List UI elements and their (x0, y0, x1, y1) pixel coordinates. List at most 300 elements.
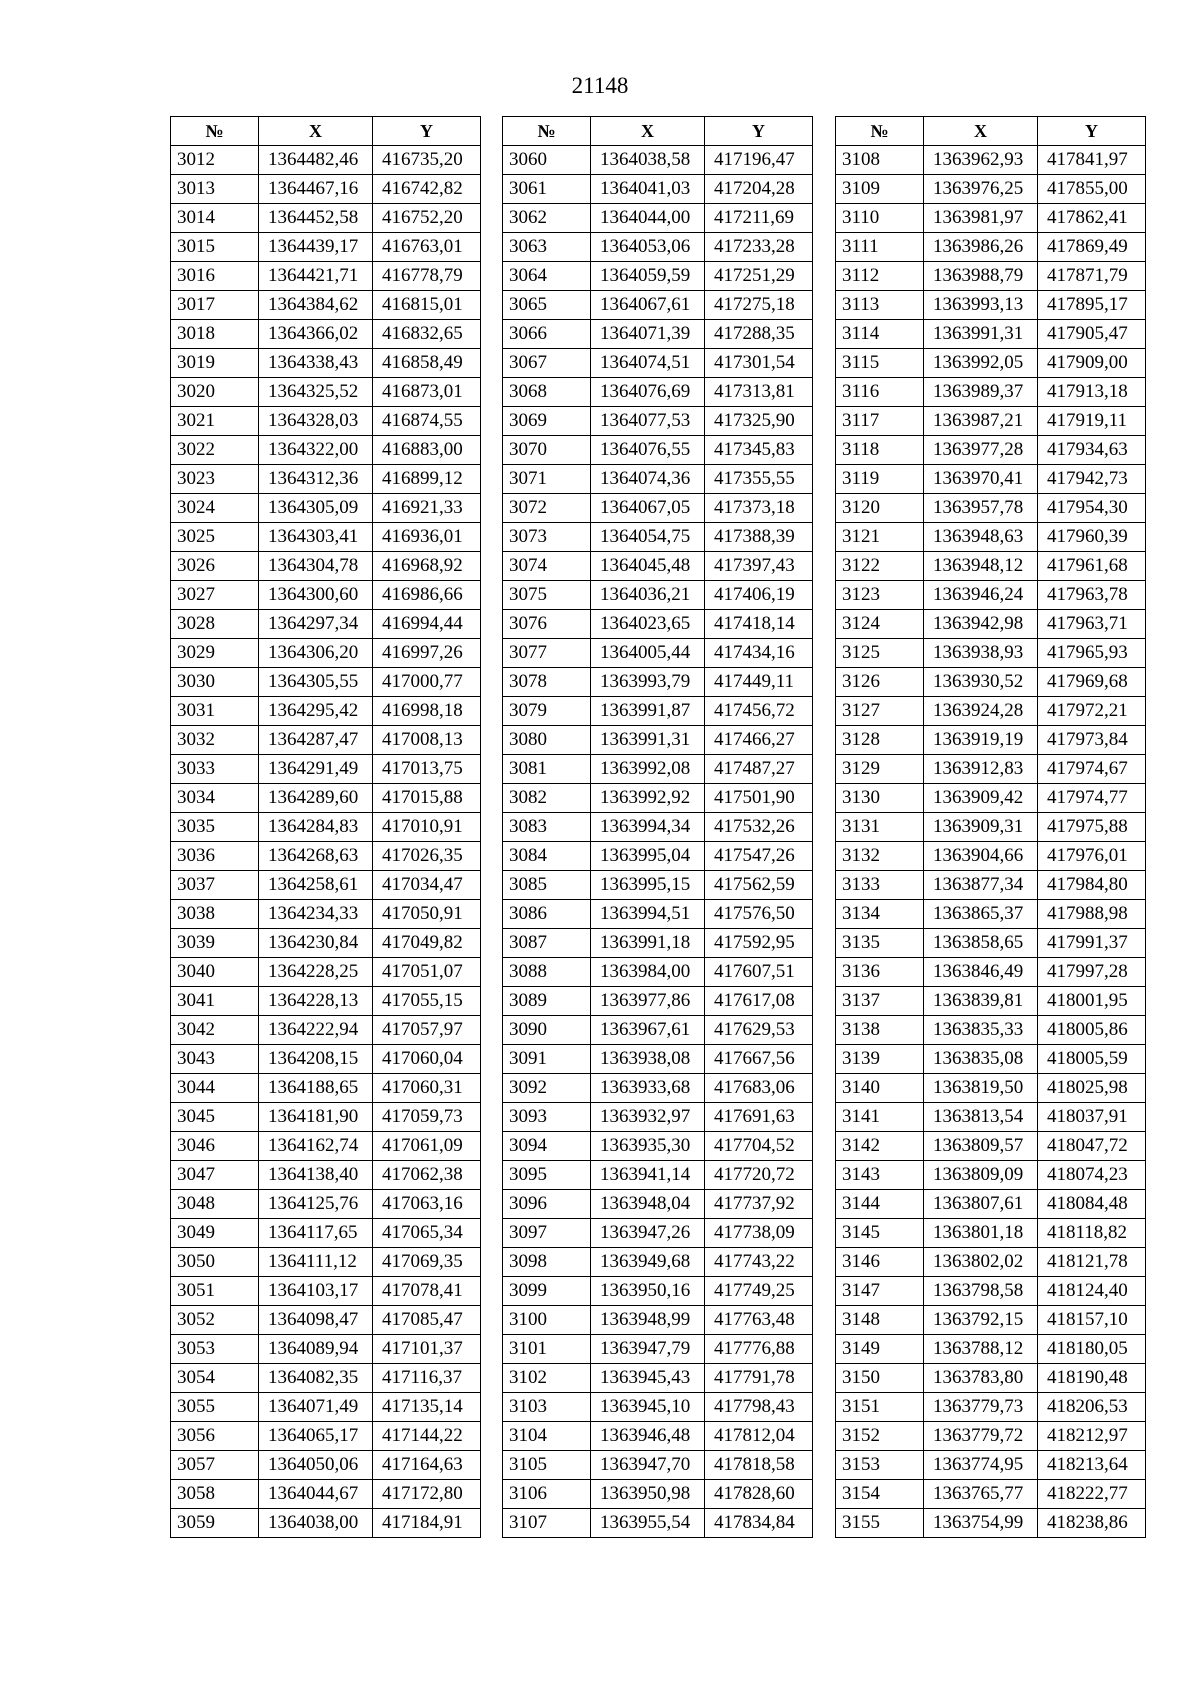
x-coordinate-cell: 1364076,55 (591, 436, 705, 465)
point-number-cell: 3037 (171, 871, 259, 900)
x-coordinate-cell: 1363779,72 (924, 1422, 1038, 1451)
x-coordinate-cell: 1363846,49 (924, 958, 1038, 987)
table-row (836, 407, 1146, 436)
table-row (836, 929, 1146, 958)
x-coordinate-cell: 1363988,79 (924, 262, 1038, 291)
x-coordinate-cell: 1364305,55 (259, 668, 373, 697)
x-coordinate-cell: 1364074,51 (591, 349, 705, 378)
point-number-cell: 3155 (836, 1509, 924, 1538)
y-coordinate-cell: 416735,20 (373, 146, 481, 175)
y-coordinate-cell: 417965,93 (1038, 639, 1146, 668)
table-row (503, 900, 813, 929)
y-coordinate-cell: 417547,26 (705, 842, 813, 871)
y-coordinate-cell: 417059,73 (373, 1103, 481, 1132)
x-coordinate-cell: 1363919,19 (924, 726, 1038, 755)
point-number-cell: 3114 (836, 320, 924, 349)
point-number-cell: 3066 (503, 320, 591, 349)
y-coordinate-cell: 417667,56 (705, 1045, 813, 1074)
point-number-cell: 3149 (836, 1335, 924, 1364)
table-row (171, 1016, 481, 1045)
table-row (836, 639, 1146, 668)
point-number-cell: 3135 (836, 929, 924, 958)
point-number-cell: 3119 (836, 465, 924, 494)
table-row (836, 610, 1146, 639)
table-row (503, 1335, 813, 1364)
x-coordinate-cell: 1364065,17 (259, 1422, 373, 1451)
point-number-cell: 3034 (171, 784, 259, 813)
table-row (171, 958, 481, 987)
x-coordinate-cell: 1364117,65 (259, 1219, 373, 1248)
x-coordinate-cell: 1363877,34 (924, 871, 1038, 900)
x-coordinate-cell: 1364045,48 (591, 552, 705, 581)
x-coordinate-cell: 1364125,76 (259, 1190, 373, 1219)
y-coordinate-cell: 418118,82 (1038, 1219, 1146, 1248)
table-row (171, 349, 481, 378)
x-coordinate-cell: 1363984,00 (591, 958, 705, 987)
x-coordinate-cell: 1363754,99 (924, 1509, 1038, 1538)
y-coordinate-cell: 417085,47 (373, 1306, 481, 1335)
y-coordinate-cell: 417720,72 (705, 1161, 813, 1190)
y-coordinate-cell: 416858,49 (373, 349, 481, 378)
point-number-cell: 3061 (503, 175, 591, 204)
x-coordinate-cell: 1363950,16 (591, 1277, 705, 1306)
point-number-cell: 3094 (503, 1132, 591, 1161)
table-row (503, 1480, 813, 1509)
table-row (836, 146, 1146, 175)
point-number-cell: 3036 (171, 842, 259, 871)
x-coordinate-cell: 1364421,71 (259, 262, 373, 291)
point-number-cell: 3077 (503, 639, 591, 668)
table-row (503, 436, 813, 465)
table-row (836, 900, 1146, 929)
table-row (171, 407, 481, 436)
y-coordinate-cell: 417991,37 (1038, 929, 1146, 958)
table-row (171, 755, 481, 784)
x-coordinate-cell: 1363948,63 (924, 523, 1038, 552)
x-coordinate-cell: 1364287,47 (259, 726, 373, 755)
y-coordinate-cell: 417034,47 (373, 871, 481, 900)
y-coordinate-cell: 416997,26 (373, 639, 481, 668)
y-coordinate-cell: 417060,31 (373, 1074, 481, 1103)
table-row (503, 1306, 813, 1335)
point-number-cell: 3102 (503, 1364, 591, 1393)
x-coordinate-cell: 1363783,80 (924, 1364, 1038, 1393)
header-number: № (836, 117, 924, 146)
x-coordinate-cell: 1364089,94 (259, 1335, 373, 1364)
point-number-cell: 3133 (836, 871, 924, 900)
y-coordinate-cell: 416815,01 (373, 291, 481, 320)
x-coordinate-cell: 1364304,78 (259, 552, 373, 581)
point-number-cell: 3067 (503, 349, 591, 378)
x-coordinate-cell: 1363774,95 (924, 1451, 1038, 1480)
point-number-cell: 3065 (503, 291, 591, 320)
point-number-cell: 3088 (503, 958, 591, 987)
y-coordinate-cell: 417456,72 (705, 697, 813, 726)
x-coordinate-cell: 1364467,16 (259, 175, 373, 204)
table-row (503, 1190, 813, 1219)
y-coordinate-cell: 416899,12 (373, 465, 481, 494)
point-number-cell: 3058 (171, 1480, 259, 1509)
y-coordinate-cell: 416874,55 (373, 407, 481, 436)
table-row (503, 581, 813, 610)
x-coordinate-cell: 1363970,41 (924, 465, 1038, 494)
x-coordinate-cell: 1364071,39 (591, 320, 705, 349)
y-coordinate-cell: 417738,09 (705, 1219, 813, 1248)
y-coordinate-cell: 417972,21 (1038, 697, 1146, 726)
x-coordinate-cell: 1364067,61 (591, 291, 705, 320)
table-row (503, 1509, 813, 1538)
point-number-cell: 3064 (503, 262, 591, 291)
table-row (836, 1161, 1146, 1190)
point-number-cell: 3134 (836, 900, 924, 929)
table-row (836, 784, 1146, 813)
y-coordinate-cell: 417078,41 (373, 1277, 481, 1306)
y-coordinate-cell: 417812,04 (705, 1422, 813, 1451)
point-number-cell: 3044 (171, 1074, 259, 1103)
table-row (836, 233, 1146, 262)
y-coordinate-cell: 417275,18 (705, 291, 813, 320)
y-coordinate-cell: 417997,28 (1038, 958, 1146, 987)
table-row (503, 958, 813, 987)
y-coordinate-cell: 416752,20 (373, 204, 481, 233)
x-coordinate-cell: 1364082,35 (259, 1364, 373, 1393)
point-number-cell: 3126 (836, 668, 924, 697)
point-number-cell: 3081 (503, 755, 591, 784)
y-coordinate-cell: 417919,11 (1038, 407, 1146, 436)
x-coordinate-cell: 1363991,87 (591, 697, 705, 726)
x-coordinate-cell: 1364208,15 (259, 1045, 373, 1074)
x-coordinate-cell: 1364076,69 (591, 378, 705, 407)
y-coordinate-cell: 417069,35 (373, 1248, 481, 1277)
point-number-cell: 3150 (836, 1364, 924, 1393)
x-coordinate-cell: 1363788,12 (924, 1335, 1038, 1364)
x-coordinate-cell: 1363945,10 (591, 1393, 705, 1422)
table-row (503, 1219, 813, 1248)
table-row (171, 697, 481, 726)
point-number-cell: 3023 (171, 465, 259, 494)
y-coordinate-cell: 417373,18 (705, 494, 813, 523)
point-number-cell: 3101 (503, 1335, 591, 1364)
table-row (171, 552, 481, 581)
y-coordinate-cell: 417841,97 (1038, 146, 1146, 175)
x-coordinate-cell: 1364188,65 (259, 1074, 373, 1103)
table-row (171, 1219, 481, 1248)
x-coordinate-cell: 1363909,42 (924, 784, 1038, 813)
y-coordinate-cell: 416998,18 (373, 697, 481, 726)
table-row (503, 233, 813, 262)
point-number-cell: 3146 (836, 1248, 924, 1277)
point-number-cell: 3112 (836, 262, 924, 291)
point-number-cell: 3073 (503, 523, 591, 552)
x-coordinate-cell: 1364268,63 (259, 842, 373, 871)
point-number-cell: 3109 (836, 175, 924, 204)
x-coordinate-cell: 1363957,78 (924, 494, 1038, 523)
table-row (171, 204, 481, 233)
x-coordinate-cell: 1364297,34 (259, 610, 373, 639)
point-number-cell: 3154 (836, 1480, 924, 1509)
y-coordinate-cell: 418037,91 (1038, 1103, 1146, 1132)
y-coordinate-cell: 418001,95 (1038, 987, 1146, 1016)
x-coordinate-cell: 1363802,02 (924, 1248, 1038, 1277)
point-number-cell: 3153 (836, 1451, 924, 1480)
point-number-cell: 3122 (836, 552, 924, 581)
y-coordinate-cell: 418212,97 (1038, 1422, 1146, 1451)
table-header-row (503, 117, 813, 146)
header-y: Y (373, 117, 481, 146)
y-coordinate-cell: 417974,67 (1038, 755, 1146, 784)
table-row (503, 1161, 813, 1190)
table-row (171, 523, 481, 552)
y-coordinate-cell: 417576,50 (705, 900, 813, 929)
table-row (836, 1074, 1146, 1103)
point-number-cell: 3108 (836, 146, 924, 175)
table-row (836, 726, 1146, 755)
y-coordinate-cell: 417397,43 (705, 552, 813, 581)
x-coordinate-cell: 1363948,12 (924, 552, 1038, 581)
x-coordinate-cell: 1363904,66 (924, 842, 1038, 871)
y-coordinate-cell: 417172,80 (373, 1480, 481, 1509)
point-number-cell: 3116 (836, 378, 924, 407)
table-row (836, 1422, 1146, 1451)
x-coordinate-cell: 1363779,73 (924, 1393, 1038, 1422)
x-coordinate-cell: 1363839,81 (924, 987, 1038, 1016)
y-coordinate-cell: 417963,78 (1038, 581, 1146, 610)
y-coordinate-cell: 416873,01 (373, 378, 481, 407)
x-coordinate-cell: 1363991,31 (924, 320, 1038, 349)
y-coordinate-cell: 417905,47 (1038, 320, 1146, 349)
point-number-cell: 3047 (171, 1161, 259, 1190)
y-coordinate-cell: 416936,01 (373, 523, 481, 552)
table-row (836, 1306, 1146, 1335)
table-row (171, 929, 481, 958)
y-coordinate-cell: 418206,53 (1038, 1393, 1146, 1422)
y-coordinate-cell: 417871,79 (1038, 262, 1146, 291)
table-row (836, 1393, 1146, 1422)
table-row (503, 929, 813, 958)
y-coordinate-cell: 416968,92 (373, 552, 481, 581)
x-coordinate-cell: 1364228,25 (259, 958, 373, 987)
point-number-cell: 3145 (836, 1219, 924, 1248)
table-row (503, 726, 813, 755)
x-coordinate-cell: 1363798,58 (924, 1277, 1038, 1306)
table-row (503, 1074, 813, 1103)
table-row (836, 697, 1146, 726)
point-number-cell: 3132 (836, 842, 924, 871)
point-number-cell: 3099 (503, 1277, 591, 1306)
y-coordinate-cell: 417301,54 (705, 349, 813, 378)
point-number-cell: 3080 (503, 726, 591, 755)
y-coordinate-cell: 417184,91 (373, 1509, 481, 1538)
table-row (503, 320, 813, 349)
x-coordinate-cell: 1363989,37 (924, 378, 1038, 407)
point-number-cell: 3131 (836, 813, 924, 842)
table-row (171, 1509, 481, 1538)
x-coordinate-cell: 1364222,94 (259, 1016, 373, 1045)
x-coordinate-cell: 1364306,20 (259, 639, 373, 668)
table-row (836, 1451, 1146, 1480)
x-coordinate-cell: 1364044,00 (591, 204, 705, 233)
header-y: Y (1038, 117, 1146, 146)
point-number-cell: 3105 (503, 1451, 591, 1480)
y-coordinate-cell: 417466,27 (705, 726, 813, 755)
table-row (171, 900, 481, 929)
y-coordinate-cell: 417487,27 (705, 755, 813, 784)
x-coordinate-cell: 1363924,28 (924, 697, 1038, 726)
point-number-cell: 3013 (171, 175, 259, 204)
table-row (171, 175, 481, 204)
table-row (171, 291, 481, 320)
point-number-cell: 3090 (503, 1016, 591, 1045)
y-coordinate-cell: 417617,08 (705, 987, 813, 1016)
table-row (503, 552, 813, 581)
x-coordinate-cell: 1363792,15 (924, 1306, 1038, 1335)
table-row (171, 610, 481, 639)
x-coordinate-cell: 1364053,06 (591, 233, 705, 262)
y-coordinate-cell: 417388,39 (705, 523, 813, 552)
y-coordinate-cell: 417015,88 (373, 784, 481, 813)
point-number-cell: 3086 (503, 900, 591, 929)
table-row (836, 465, 1146, 494)
table-row (503, 523, 813, 552)
x-coordinate-cell: 1363819,50 (924, 1074, 1038, 1103)
table-row (503, 784, 813, 813)
point-number-cell: 3127 (836, 697, 924, 726)
x-coordinate-cell: 1364054,75 (591, 523, 705, 552)
x-coordinate-cell: 1364384,62 (259, 291, 373, 320)
x-coordinate-cell: 1364284,83 (259, 813, 373, 842)
y-coordinate-cell: 417204,28 (705, 175, 813, 204)
y-coordinate-cell: 417737,92 (705, 1190, 813, 1219)
point-number-cell: 3014 (171, 204, 259, 233)
table-row (836, 1277, 1146, 1306)
point-number-cell: 3017 (171, 291, 259, 320)
x-coordinate-cell: 1363946,48 (591, 1422, 705, 1451)
x-coordinate-cell: 1364338,43 (259, 349, 373, 378)
y-coordinate-cell: 417116,37 (373, 1364, 481, 1393)
x-coordinate-cell: 1363945,43 (591, 1364, 705, 1393)
point-number-cell: 3032 (171, 726, 259, 755)
x-coordinate-cell: 1364041,03 (591, 175, 705, 204)
x-coordinate-cell: 1363835,33 (924, 1016, 1038, 1045)
x-coordinate-cell: 1363809,09 (924, 1161, 1038, 1190)
table-row (836, 494, 1146, 523)
point-number-cell: 3027 (171, 581, 259, 610)
point-number-cell: 3041 (171, 987, 259, 1016)
table-row (171, 146, 481, 175)
y-coordinate-cell: 417251,29 (705, 262, 813, 291)
point-number-cell: 3012 (171, 146, 259, 175)
table-header-row (171, 117, 481, 146)
point-number-cell: 3084 (503, 842, 591, 871)
point-number-cell: 3095 (503, 1161, 591, 1190)
table-row (503, 407, 813, 436)
table-row (171, 494, 481, 523)
table-row (503, 987, 813, 1016)
point-number-cell: 3144 (836, 1190, 924, 1219)
y-coordinate-cell: 417855,00 (1038, 175, 1146, 204)
y-coordinate-cell: 418084,48 (1038, 1190, 1146, 1219)
y-coordinate-cell: 417501,90 (705, 784, 813, 813)
x-coordinate-cell: 1363948,99 (591, 1306, 705, 1335)
point-number-cell: 3124 (836, 610, 924, 639)
point-number-cell: 3082 (503, 784, 591, 813)
page-number: 21148 (571, 73, 629, 98)
x-coordinate-cell: 1364303,41 (259, 523, 373, 552)
table-row (171, 1248, 481, 1277)
x-coordinate-cell: 1364289,60 (259, 784, 373, 813)
point-number-cell: 3093 (503, 1103, 591, 1132)
table-row (836, 1480, 1146, 1509)
x-coordinate-cell: 1364038,58 (591, 146, 705, 175)
x-coordinate-cell: 1364482,46 (259, 146, 373, 175)
x-coordinate-cell: 1363858,65 (924, 929, 1038, 958)
table-row (503, 1451, 813, 1480)
y-coordinate-cell: 417065,34 (373, 1219, 481, 1248)
table-row (836, 755, 1146, 784)
table-row (836, 1364, 1146, 1393)
x-coordinate-cell: 1364295,42 (259, 697, 373, 726)
table-row (503, 1277, 813, 1306)
y-coordinate-cell: 417776,88 (705, 1335, 813, 1364)
y-coordinate-cell: 417791,78 (705, 1364, 813, 1393)
point-number-cell: 3100 (503, 1306, 591, 1335)
point-number-cell: 3098 (503, 1248, 591, 1277)
table-row (171, 233, 481, 262)
table-row (836, 523, 1146, 552)
point-number-cell: 3020 (171, 378, 259, 407)
x-coordinate-cell: 1364234,33 (259, 900, 373, 929)
table-row (503, 465, 813, 494)
point-number-cell: 3021 (171, 407, 259, 436)
x-coordinate-cell: 1364328,03 (259, 407, 373, 436)
table-row (503, 813, 813, 842)
coordinates-table-2 (502, 116, 813, 1538)
x-coordinate-cell: 1363993,13 (924, 291, 1038, 320)
x-coordinate-cell: 1364071,49 (259, 1393, 373, 1422)
point-number-cell: 3050 (171, 1248, 259, 1277)
y-coordinate-cell: 417961,68 (1038, 552, 1146, 581)
point-number-cell: 3143 (836, 1161, 924, 1190)
x-coordinate-cell: 1363947,79 (591, 1335, 705, 1364)
x-coordinate-cell: 1363987,21 (924, 407, 1038, 436)
point-number-cell: 3016 (171, 262, 259, 291)
point-number-cell: 3103 (503, 1393, 591, 1422)
point-number-cell: 3056 (171, 1422, 259, 1451)
y-coordinate-cell: 417164,63 (373, 1451, 481, 1480)
x-coordinate-cell: 1363962,93 (924, 146, 1038, 175)
y-coordinate-cell: 417984,80 (1038, 871, 1146, 900)
point-number-cell: 3053 (171, 1335, 259, 1364)
y-coordinate-cell: 417862,41 (1038, 204, 1146, 233)
x-coordinate-cell: 1363933,68 (591, 1074, 705, 1103)
point-number-cell: 3074 (503, 552, 591, 581)
x-coordinate-cell: 1363835,08 (924, 1045, 1038, 1074)
x-coordinate-cell: 1364103,17 (259, 1277, 373, 1306)
x-coordinate-cell: 1363941,14 (591, 1161, 705, 1190)
x-coordinate-cell: 1364325,52 (259, 378, 373, 407)
x-coordinate-cell: 1364258,61 (259, 871, 373, 900)
table-row (171, 1074, 481, 1103)
point-number-cell: 3051 (171, 1277, 259, 1306)
table-row (836, 1219, 1146, 1248)
y-coordinate-cell: 417050,91 (373, 900, 481, 929)
y-coordinate-cell: 418005,59 (1038, 1045, 1146, 1074)
x-coordinate-cell: 1363995,04 (591, 842, 705, 871)
x-coordinate-cell: 1363977,28 (924, 436, 1038, 465)
table-row (503, 1045, 813, 1074)
table-row (171, 987, 481, 1016)
x-coordinate-cell: 1364036,21 (591, 581, 705, 610)
